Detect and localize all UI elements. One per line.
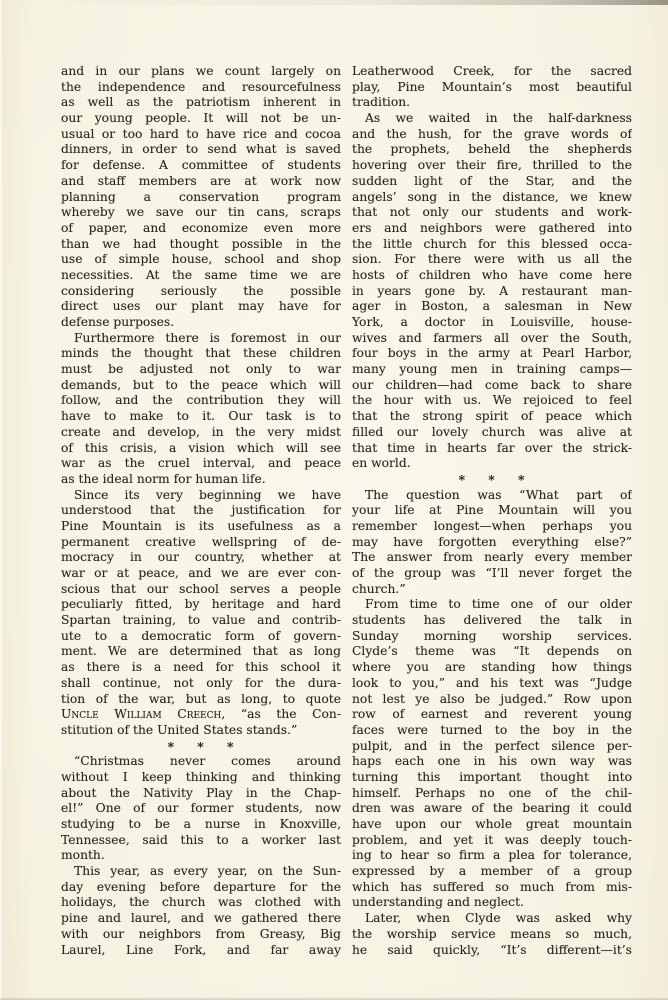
- text-line: Laurel, Line Fork, and far away: [61, 942, 341, 957]
- text-line: ers and neighbors were gathered into: [352, 220, 632, 235]
- text-line: have to make to it. Our task is to: [61, 409, 341, 424]
- text-line: permanent creative wellspring of de-: [61, 534, 341, 549]
- text-line: as the ideal norm for human life.: [61, 471, 266, 486]
- text-line: many young men in training camps—: [352, 362, 632, 377]
- text-line: Clyde’s theme was “It depends on: [352, 644, 632, 659]
- text-line: of this crisis, a vision which will see: [61, 440, 341, 455]
- text-line: tradition.: [352, 95, 411, 110]
- text-line: day evening before departure for the: [61, 879, 341, 894]
- text-line: for defense. A committee of students: [61, 158, 341, 173]
- text-column-left: [61, 64, 341, 958]
- text-line: not lest ye also be judged.” Row upon: [352, 691, 632, 706]
- text-line: ment. We are determined that as long: [61, 644, 341, 659]
- text-line: without I keep thinking and thinking: [61, 769, 341, 784]
- text-line: and in our plans we count largely on: [61, 64, 341, 78]
- text-line: that not only our students and work-: [352, 205, 632, 220]
- text-line: [61, 707, 341, 723]
- text-line: follow, and the contribution they will: [61, 393, 341, 408]
- text-line: himself. Perhaps no one of the chil-: [352, 785, 632, 800]
- text-line: el!” One of our former students, now: [61, 801, 341, 816]
- text-line: the independence and resourcefulness: [61, 79, 341, 94]
- text-line: “Christmas never comes around: [74, 754, 341, 769]
- text-line: may have forgotten everything else?”: [352, 534, 632, 549]
- text-line: usual or too hard to have rice and cocoa: [61, 126, 341, 141]
- text-column-right: [352, 64, 632, 958]
- text-line: From time to time one of our older: [365, 597, 632, 612]
- text-line: pine and laurel, and we gathered there: [61, 911, 341, 926]
- text-line: stitution of the United States stands.”: [61, 722, 298, 737]
- text-line: the little church for this blessed occa-: [352, 236, 632, 251]
- text-line: the hour with us. We rejoiced to feel: [352, 393, 632, 408]
- text-line: mocracy in our country, whether at: [61, 550, 341, 565]
- text-line: scious that our school serves a people: [61, 581, 341, 596]
- text-line: as well as the patriotism inherent in: [61, 95, 341, 110]
- text-line: Leatherwood Creek, for the sacred: [352, 64, 632, 78]
- text-line: Since its very beginning we have: [74, 487, 341, 502]
- text-line: Pine Mountain is its usefulness as a: [61, 518, 341, 533]
- text-line: pulpit, and in the perfect silence per-: [352, 738, 632, 753]
- paper-left-edge-highlight: [0, 0, 3, 1000]
- text-line: The question was “What part of: [365, 487, 632, 502]
- text-line: of paper, and economize even more: [61, 220, 341, 235]
- text-line: wives and farmers all over the South,: [352, 330, 632, 345]
- text-line: and the hush, for the grave words of: [352, 126, 632, 141]
- text-line: sudden light of the Star, and the: [352, 173, 632, 188]
- text-line: whereby we save our tin cans, scraps: [61, 205, 341, 220]
- text-line: which has suffered so much from mis-: [352, 879, 632, 894]
- text-line: hosts of children who have come here: [352, 267, 632, 282]
- text-line: our children—had come back to share: [352, 377, 632, 392]
- text-line: look to you,” and his text was “Judge: [352, 675, 632, 690]
- text-line: the prophets, beheld the shepherds: [352, 142, 632, 157]
- text-line: that the strong spirit of peace which: [352, 409, 632, 424]
- text-line: play, Pine Mountain’s most beautiful: [352, 79, 632, 94]
- text-line: hovering over their fire, thrilled to the: [352, 158, 632, 173]
- text-line: have upon our whole great mountain: [352, 817, 632, 831]
- text-line: with our neighbors from Greasy, Big: [61, 926, 341, 941]
- text-line: filled our lovely church was alive at: [352, 424, 632, 439]
- text-line: planning a conservation program: [61, 189, 341, 204]
- text-line: Spartan training, to value and contrib-: [61, 613, 341, 628]
- text-line: Furthermore there is foremost in our: [74, 330, 341, 345]
- text-line: This year, as every year, on the Sun-: [74, 864, 341, 879]
- text-line: en world.: [352, 456, 411, 471]
- text-line: Tennessee, said this to a worker last: [61, 832, 341, 847]
- text-line: month.: [61, 848, 105, 863]
- text-line: demands, but to the peace which will: [61, 377, 341, 392]
- text-line: dinners, in order to send what is saved: [61, 142, 341, 157]
- text-line: the worship service means so much,: [352, 926, 632, 941]
- text-line: peculiarly fitted, by heritage and hard: [61, 597, 341, 612]
- text-line: necessities. At the same time we are: [61, 267, 341, 282]
- text-line: ager in Boston, a salesman in New: [352, 299, 632, 314]
- text-line: where you are standing how things: [352, 660, 632, 675]
- text-line: church.”: [352, 581, 406, 596]
- text-line: The answer from nearly every member: [352, 550, 632, 565]
- text-line: problem, and yet it was deeply touch-: [352, 832, 632, 847]
- text-line: ute to a democratic form of govern-: [61, 628, 341, 643]
- text-line: about the Nativity Play in the Chap-: [61, 785, 341, 800]
- text-line: Sunday morning worship services.: [352, 628, 632, 643]
- text-line: and staff members are at work now: [61, 173, 341, 188]
- text-line: Later, when Clyde was asked why: [365, 911, 632, 926]
- text-line: haps each one in his own way was: [352, 754, 632, 769]
- text-line: angels’ song in the distance, we knew: [352, 189, 632, 204]
- text-line: minds the thought that these children: [61, 346, 341, 361]
- text-line: of the group was “I’ll never forget the: [352, 566, 632, 580]
- text-line: remember longest—when perhaps you: [352, 518, 632, 533]
- text-line: your life at Pine Mountain will you: [352, 503, 632, 518]
- text-line: shall continue, not only for the dura-: [61, 675, 341, 690]
- text-line: four boys in the army at Pearl Harbor,: [352, 346, 632, 361]
- text-line: students has delivered the talk in: [352, 613, 632, 628]
- text-line: must be adjusted not only to war: [61, 362, 341, 377]
- text-line: he said quickly, “It’s different—it’s: [352, 942, 632, 957]
- text-line: understood that the justification for: [61, 503, 341, 518]
- text-line: in years gone by. A restaurant man-: [352, 283, 632, 298]
- text-fragment: , “as the Con-: [221, 707, 341, 722]
- section-divider: * * *: [167, 738, 235, 754]
- text-line: direct uses our plant may have for: [61, 299, 341, 314]
- text-line: than we had thought possible in the: [61, 236, 341, 251]
- text-line: as there is a need for this school it: [61, 660, 341, 675]
- text-line: holidays, the church was clothed with: [61, 895, 341, 910]
- text-line: war as the cruel interval, and peace: [61, 456, 341, 471]
- small-caps-name: Uncle William Creech: [61, 707, 222, 722]
- text-line: our young people. It will not be un-: [61, 111, 341, 126]
- text-line: dren was aware of the bearing it could: [352, 801, 632, 816]
- text-line: create and develop, in the very midst: [61, 424, 341, 439]
- text-line: that time in hearts far over the strick-: [352, 440, 632, 455]
- text-line: As we waited in the half-darkness: [365, 111, 632, 126]
- text-line: use of simple house, school and shop: [61, 252, 341, 267]
- text-line: war or at peace, and we are ever con-: [61, 566, 341, 580]
- text-line: row of earnest and reverent young: [352, 707, 632, 722]
- text-line: ing to hear so firm a plea for tolerance,: [352, 848, 632, 863]
- paper-top-edge-shadow: [0, 0, 668, 5]
- text-line: turning this important thought into: [352, 769, 632, 784]
- text-line: understanding and neglect.: [352, 895, 524, 910]
- text-line: defense purposes.: [61, 315, 175, 329]
- text-line: expressed by a member of a group: [352, 864, 632, 879]
- text-line: tion of the war, but as long, to quote: [61, 691, 341, 706]
- text-line: studying to be a nurse in Knoxville,: [61, 817, 341, 831]
- text-line: considering seriously the possible: [61, 283, 341, 298]
- text-line: sion. For there were with us all the: [352, 252, 632, 267]
- section-divider: * * *: [458, 471, 526, 487]
- text-line: York, a doctor in Louisville, house-: [352, 315, 632, 329]
- text-line: faces were turned to the boy in the: [352, 722, 632, 737]
